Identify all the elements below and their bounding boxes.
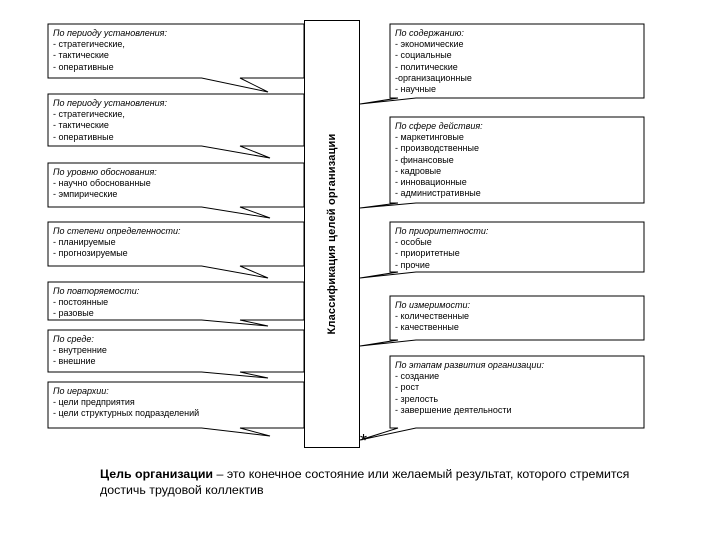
callout-title: По сфере действия: [395, 121, 483, 131]
callout-item: - оперативные [53, 131, 114, 142]
callout-item: - особые [395, 237, 432, 248]
callout-item: - приоритетные [395, 248, 460, 259]
callout-title: По степени определенности: [53, 226, 181, 236]
callout-item: - административные [395, 188, 481, 199]
callout-item: - тактические [53, 120, 109, 131]
callout-item: - внешние [53, 356, 96, 367]
callout-item: - производственные [395, 143, 479, 154]
callout-item: - научные [395, 84, 437, 95]
goal-definition [100, 466, 660, 498]
callout-item: - разовые [53, 308, 94, 319]
callout-title: По уровню обоснования: [53, 167, 157, 177]
left-callout [53, 28, 301, 73]
callout-title: По повторяемости: [53, 286, 140, 296]
callout-title: По приоритетности: [395, 226, 489, 236]
right-callout [395, 28, 641, 95]
right-callout [395, 360, 641, 416]
callout-item: - эмпирические [53, 189, 118, 200]
callout-item: - стратегические, [53, 39, 125, 50]
callout-item: - качественные [395, 322, 459, 333]
callout-item: -организационные [395, 72, 472, 83]
callout-item: - экономические [395, 39, 464, 50]
callout-title: По этапам развития организации: [395, 360, 544, 370]
left-callout [53, 167, 301, 201]
callout-item: - инновационные [395, 177, 467, 188]
callout-item: - рост [395, 382, 420, 393]
callout-item: - планируемые [53, 237, 116, 248]
callout-item: - завершение деятельности [395, 404, 512, 415]
callout-item: - оперативные [53, 61, 114, 72]
callout-item: - стратегические, [53, 109, 125, 120]
definition-term: Цель организации [100, 467, 214, 481]
callout-item: - прогнозируемые [53, 248, 128, 259]
callout-item: - финансовые [395, 154, 454, 165]
right-callout [395, 121, 641, 199]
callout-item: - количественные [395, 311, 470, 322]
callout-item: - постоянные [53, 297, 109, 308]
callout-item: - создание [395, 371, 440, 382]
callout-item: - кадровые [395, 165, 442, 176]
classification-title: Классификация целей организации [326, 133, 338, 335]
callout-item: - тактические [53, 50, 109, 61]
callout-title: По иерархии: [53, 386, 109, 396]
callout-item: - прочие [395, 259, 430, 270]
classification-center-bar [304, 20, 360, 448]
callout-title: По периоду установления: [53, 28, 167, 38]
left-callout [53, 386, 301, 420]
left-callout [53, 334, 301, 368]
callout-item: - социальные [395, 50, 452, 61]
callout-item: - маркетинговые [395, 132, 464, 143]
callout-title: По измеримости: [395, 300, 470, 310]
definition-text: – это конечное состояние или желаемый результат, которого стремится достичь трудовой коллектив [100, 467, 630, 497]
callout-title: По содержанию: [395, 28, 464, 38]
callout-item: - политические [395, 61, 458, 72]
callout-item: - цели предприятия [53, 397, 135, 408]
right-callout [395, 300, 641, 334]
left-callout [53, 286, 301, 320]
callout-item: - внутренние [53, 345, 107, 356]
callout-item: - научно обоснованные [53, 178, 151, 189]
left-callout [53, 98, 301, 143]
callout-item: - цели структурных подразделений [53, 408, 200, 419]
left-callout [53, 226, 301, 260]
asterisk-marker: * [360, 431, 368, 451]
right-callout [395, 226, 641, 271]
callout-title: По периоду установления: [53, 98, 167, 108]
callout-title: По среде: [53, 334, 94, 344]
callout-item: - зрелость [395, 393, 439, 404]
